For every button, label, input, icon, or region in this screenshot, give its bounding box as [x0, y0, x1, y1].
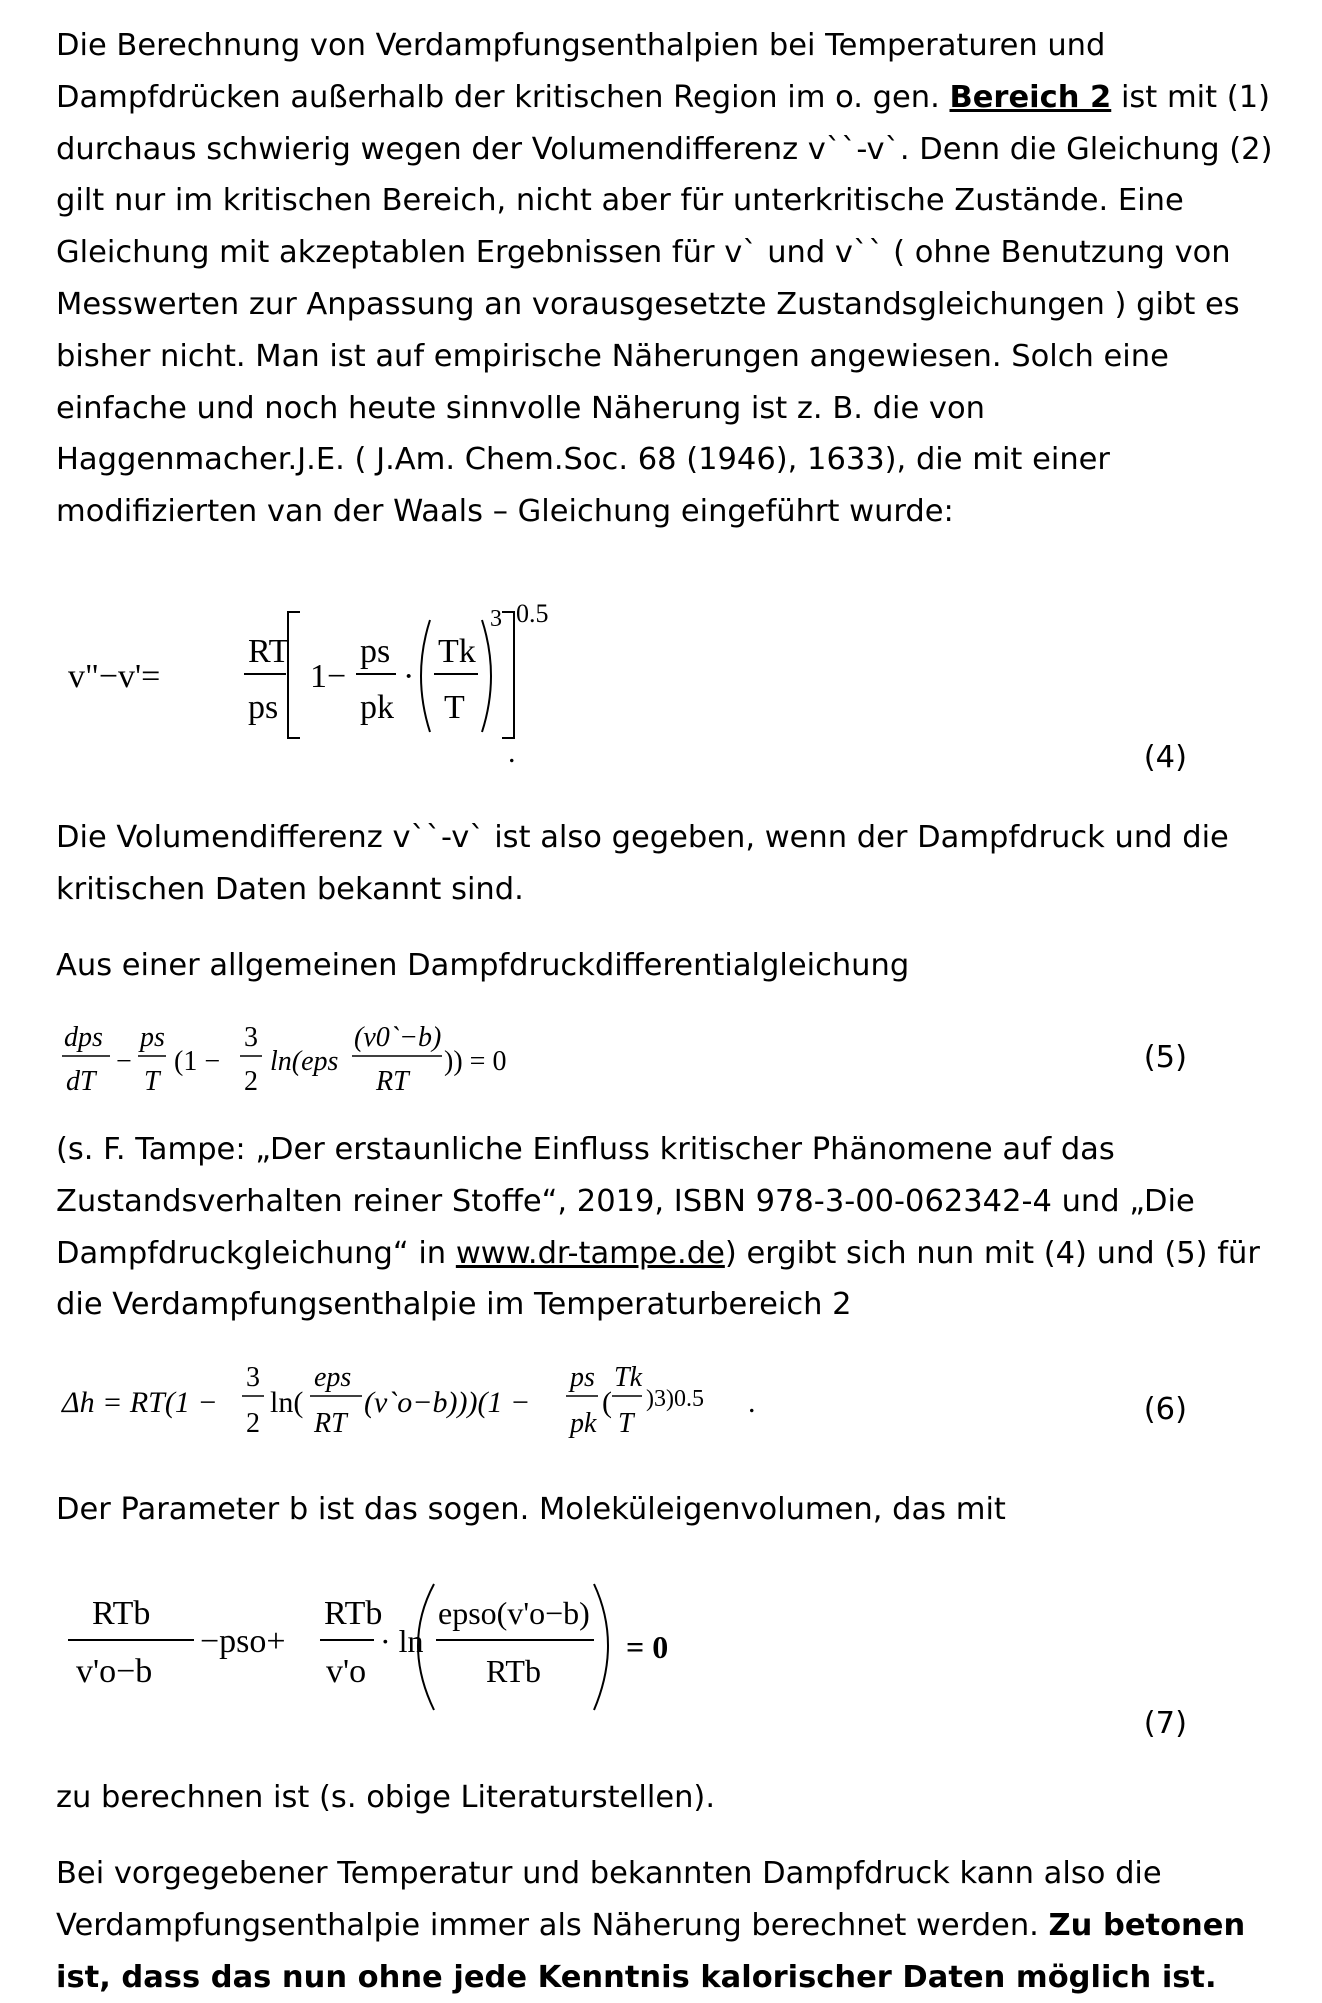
eq4-num: RT [248, 633, 290, 670]
svg-text:RTb: RTb [324, 1595, 383, 1632]
svg-text:0.5: 0.5 [516, 599, 549, 628]
paragraph-reference [56, 1124, 1296, 1331]
text-line: Verdampfungsenthalpie immer als Näherung berechnet werden. Zu betonen [56, 1907, 1246, 1943]
svg-text:Tk: Tk [614, 1362, 642, 1393]
svg-text:eps: eps [314, 1362, 352, 1393]
svg-text:2: 2 [244, 1066, 258, 1097]
equation-6 [58, 1356, 778, 1460]
website-link[interactable]: www.dr-tampe.de [455, 1235, 725, 1271]
text-line: Messwerten zur Anpassung an vorausgesetzte Zustandsgleichungen ) gibt es [56, 286, 1240, 322]
text-line: einfache und noch heute sinnvolle Näherung ist z. B. die von [56, 390, 985, 426]
svg-text:(: ( [602, 1386, 612, 1419]
svg-text:RT: RT [314, 1408, 347, 1439]
svg-text:· ln: · ln [380, 1623, 424, 1659]
svg-text:pk: pk [570, 1408, 597, 1439]
svg-text:−: − [116, 1046, 132, 1077]
text-line: kritischen Daten bekannt sind. [56, 871, 524, 907]
eq4-pk: pk [360, 689, 394, 726]
equation-number-6: (6) [1143, 1392, 1187, 1427]
svg-text:v'o−b: v'o−b [76, 1653, 153, 1690]
svg-text:)3)0.5: )3)0.5 [646, 1386, 704, 1412]
svg-text:(1 −: (1 − [174, 1046, 221, 1077]
text-line-bold: ist, dass das nun ohne jede Kenntnis kalorischer Daten möglich ist. [56, 1959, 1217, 1995]
text-line: Haggenmacher.J.E. ( J.Am. Chem.Soc. 68 (1946), 1633), die mit einer [56, 442, 1110, 478]
text-line: durchaus schwierig wegen der Volumendifferenz v``-v`. Denn die Gleichung (2) [56, 131, 1273, 167]
svg-text:epso(v'o−b): epso(v'o−b) [438, 1595, 590, 1631]
svg-text:ps: ps [570, 1362, 595, 1393]
eq4-exp3: 3 [490, 606, 502, 632]
svg-text:v'o: v'o [326, 1653, 367, 1690]
paragraph-differential [56, 940, 1296, 992]
text-line: (s. F. Tampe: „Der erstaunliche Einfluss kritischer Phänomene auf das [56, 1132, 1115, 1167]
svg-text:RT: RT [376, 1066, 409, 1097]
text-line: bisher nicht. Man ist auf empirische Näherungen angewiesen. Solch eine [56, 338, 1169, 374]
paragraph-parameter [56, 1484, 1296, 1536]
text-line: zu berechnen ist (s. obige Literaturstellen). [56, 1780, 716, 1815]
text-line: Dampfdruckgleichung“ in www.dr-tampe.de) ergibt sich nun mit (4) und (5) für [56, 1235, 1260, 1271]
svg-text:)) = 0: )) = 0 [444, 1046, 507, 1077]
eq4-t: T [444, 689, 465, 726]
equation-4-exponent [516, 596, 576, 634]
equation-number-5: (5) [1143, 1040, 1187, 1075]
svg-text:3: 3 [246, 1362, 260, 1393]
equation-5 [58, 1014, 578, 1108]
text-line: Zustandsverhalten reiner Stoffe“, 2019, ISBN 978-3-00-062342-4 und „Die [56, 1183, 1195, 1219]
equation-7 [62, 1574, 622, 1728]
svg-text:= 0: = 0 [626, 1629, 669, 1665]
svg-text:3: 3 [244, 1022, 258, 1053]
svg-text:ln(eps: ln(eps [270, 1046, 339, 1077]
paragraph-volume [56, 812, 1296, 916]
text-line: Die Berechnung von Verdampfungsenthalpien bei Temperaturen und [56, 28, 1106, 63]
paragraph-calculation [56, 1772, 1296, 1824]
bold-emphasis: Zu betonen [1048, 1907, 1246, 1943]
paragraph-intro [56, 20, 1296, 538]
text-line: Aus einer allgemeinen Dampfdruckdifferentialgleichung [56, 948, 910, 983]
svg-text:2: 2 [246, 1408, 260, 1439]
svg-text:(v0`−b): (v0`−b) [354, 1022, 442, 1053]
equation-4-trailing-dot [504, 740, 524, 774]
text-line: Gleichung mit akzeptablen Ergebnissen für v` und v`` ( ohne Benutzung von [56, 235, 1231, 271]
svg-text:dps: dps [64, 1022, 103, 1053]
svg-text:T: T [618, 1408, 634, 1439]
svg-text:−pso+: −pso+ [200, 1623, 286, 1660]
svg-text:Δh = RT(1 −: Δh = RT(1 − [62, 1386, 218, 1419]
svg-text:RTb: RTb [92, 1595, 151, 1632]
bold-underlined-term: Bereich 2 [949, 79, 1112, 115]
eq4-one-minus: 1− [310, 658, 347, 695]
text-line: Bei vorgegebener Temperatur und bekannten Dampfdruck kann also die [56, 1856, 1162, 1891]
svg-text:(v`o−b)))(1 −: (v`o−b)))(1 − [364, 1386, 531, 1419]
text-line: gilt nur im kritischen Bereich, nicht aber für unterkritische Zustände. Eine [56, 183, 1184, 219]
eq4-den: ps [248, 689, 279, 726]
equation-number-7: (7) [1143, 1706, 1187, 1741]
svg-text:ln(: ln( [270, 1386, 304, 1419]
eq4-dot: · [403, 658, 415, 695]
eq4-lhs: v"−v'= [68, 658, 161, 695]
text-line: Dampfdrücken außerhalb der kritischen Region im o. gen. Bereich 2 ist mit (1) [56, 79, 1271, 115]
svg-text:ps: ps [140, 1022, 165, 1053]
svg-text:RTb: RTb [486, 1653, 541, 1689]
equation-4 [60, 590, 520, 764]
text-line: Der Parameter b ist das sogen. Moleküleigenvolumen, das mit [56, 1492, 1006, 1527]
svg-text:T: T [144, 1066, 160, 1097]
text-line: modifizierten van der Waals – Gleichung eingeführt wurde: [56, 494, 954, 530]
svg-text:.: . [508, 740, 516, 769]
eq4-tk: Tk [438, 633, 476, 670]
equation-number-4: (4) [1143, 740, 1187, 775]
svg-text:dT: dT [66, 1066, 96, 1097]
equation-7-equals [626, 1628, 696, 1672]
paragraph-conclusion [56, 1848, 1296, 2003]
eq4-ps: ps [360, 633, 391, 670]
text-line: die Verdampfungsenthalpie im Temperaturbereich 2 [56, 1287, 852, 1323]
svg-text:.: . [748, 1386, 756, 1419]
text-line: Die Volumendifferenz v``-v` ist also gegeben, wenn der Dampfdruck und die [56, 820, 1229, 855]
